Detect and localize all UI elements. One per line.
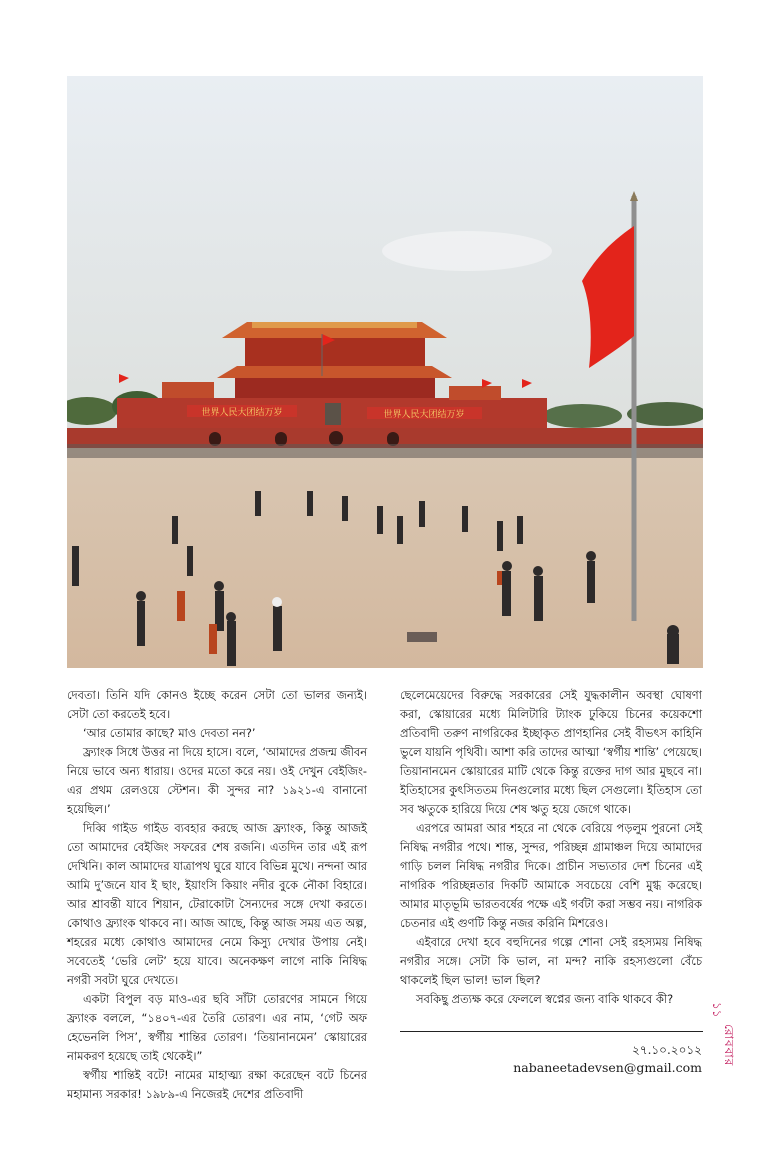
paragraph: ‘আর তোমার কাছে? মাও দেবতা নন?’ <box>83 726 256 740</box>
paragraph: ছেলেমেয়েদের বিরুদ্ধে সরকারের সেই যুদ্ধকালীন অবস্থা ঘোষণা করা, স্কোয়ারের মধ্যে মিলিটারি ট্যাংক ঢুকিয়ে চিনের কয়েকশো প্রতিবাদী তরুণ নাগরিকের ইচ্ছাকৃত প্রাণহানির সেই বীভৎস কাহিনি ভুলে যায়নি পৃথিবী। আশা করি তাদের আত্মা ‘স্বর্গীয় শান্তি’ পেয়েছে। তিয়ানানমেন স্কোয়ারের মাটি থেকে কিন্তু রক্তের দাগ আর মুছবে না। ইতিহাসের কুৎসিততম দিনগুলোর মধ্যে ছিল সেগুলো। ইতিহাস তো সব ঋতুকে হারিয়ে দিয়ে শেষ ঋতু হয়ে জেগে থাকে। <box>400 688 702 816</box>
article-date: ২৭.১০.২০১২ <box>631 1043 702 1057</box>
paragraph: সবকিছু প্রত্যক্ষ করে ফেললে স্বপ্নের জন্য বাকি থাকবে কী? <box>416 992 674 1006</box>
paragraph: একটা বিপুল বড় মাও-এর ছবি সাঁটা তোরণের সামনে গিয়ে ফ্র্যাংক বললে, “১৪০৭-এর তৈরি তোরণ। এর নাম, ‘গেট অফ হেভেনলি পিস’, স্বর্গীয় শান্তির তোরণ। ‘তিয়ানানমেন’ স্কোয়ারের নামকরণ হয়েছে তাই থেকেই।” <box>67 992 367 1063</box>
trees-right <box>542 404 622 428</box>
tiananmen-photo <box>67 76 703 668</box>
paragraph: এরপরে আমরা আর শহরে না থেকে বেরিয়ে পড়লুম পুরনো সেই নিষিদ্ধ নগরীর পথে। শান্ত, সুন্দর, পরিচ্ছন্ন গ্রামাঞ্চল দিয়ে আমাদের গাড়ি চলল নিষিদ্ধ নগরীর দিকে। প্রাচীন সভ্যতার দেশ চিনের এই নাগরিক পরিচ্ছন্নতার দিকটি আমাকে সবচেয়ে বেশি মুগ্ধ করেছে। আমার মাতৃভূমি ভারতবর্ষের পক্ষে এই গর্বটা করা সম্ভব নয়। নাগরিক চেতনার এই গুণটি কিন্তু নজর করিনি মিশরেও। <box>400 821 702 930</box>
signature-rule <box>400 1031 703 1032</box>
photo-illustration <box>67 76 703 668</box>
banner-left: 世界人民大团结万岁 <box>201 408 283 418</box>
banner-right: 世界人民大团结万岁 <box>383 410 465 420</box>
section-name: রোববার <box>722 1024 736 1067</box>
plaza <box>67 448 703 668</box>
paragraph: দেবতা। তিনি যদি কোনও ইচ্ছে করেন সেটা তো ভালর জন্যই। সেটা তো করতেই হবে। <box>67 688 367 721</box>
article-column-left <box>67 686 367 1104</box>
page-number: ১১ <box>710 1002 724 1018</box>
paragraph: দিব্বি গাইড গাইড ব্যবহার করছে আজ ফ্র্যাংক, কিন্তু আজই তো আমাদের বেইজিং সফরের শেষ রজনি। এতদিন তার এই রূপ দেখিনি। কাল আমাদের যাত্রাপথ ঘুরে যাবে বিভিন্ন মুখে। নন্দনা আর আমি দু’জনে যাব ই ছাং, ইয়াংসি কিয়াং নদীর বুকে নৌকা বিহারে। আর শ্রাবন্তী যাবে শিয়ান, টেরাকোটা সৈন্যদের সঙ্গে দেখা করতে। কোথাও ফ্র্যাংক থাকবে না। আজ আছে, কিন্তু আজ সময় এত অল্প, শহরের মধ্যে কোথাও আমাদের নেমে কিস্যু দেখার উপায় নেই। সবেতেই ‘ভেরি লেট’ হয়ে যাবে। অনেকক্ষণ লাগে নাকি নিষিদ্ধ নগরী সবটা ঘুরে দেখতে। <box>67 821 367 987</box>
bag-on-ground <box>407 632 437 642</box>
paragraph: স্বর্গীয় শান্তিই বটে! নামের মাহাত্ম্য রক্ষা করেছেন বটে চিনের মহামান্য সরকার! ১৯৮৯-এ নিজেরই দেশের প্রতিবাদী <box>67 1068 367 1101</box>
paragraph: ফ্র্যাংক সিধে উত্তর না দিয়ে হাসে। বলে, ‘আমাদের প্রজন্ম জীবন নিয়ে ভাবে অন্য ধারায়। ওদের মতো করে নয়। ওই দেখুন বেইজিং-এর প্রথম রেলওয়ে স্টেশন। কী সুন্দর না? ১৯২১-এ বানানো হয়েছিল।’ <box>67 745 367 816</box>
cloud <box>382 231 552 271</box>
mao-portrait <box>325 403 341 425</box>
article-column-right <box>400 686 702 1009</box>
lower-roof <box>217 366 452 378</box>
author-email[interactable]: nabaneetadevsen@gmail.com <box>513 1060 702 1075</box>
crowd-far <box>67 444 703 458</box>
paragraph: এইবারে দেখা হবে বহুদিনের গল্পে শোনা সেই রহস্যময় নিষিদ্ধ নগরীর সঙ্গে। সেটা কি ভাল, না মন্দ? নাকি রহস্যগুলো বেঁচে থাকলেই ছিল ভাল! ভাল ছিল? <box>400 935 702 987</box>
